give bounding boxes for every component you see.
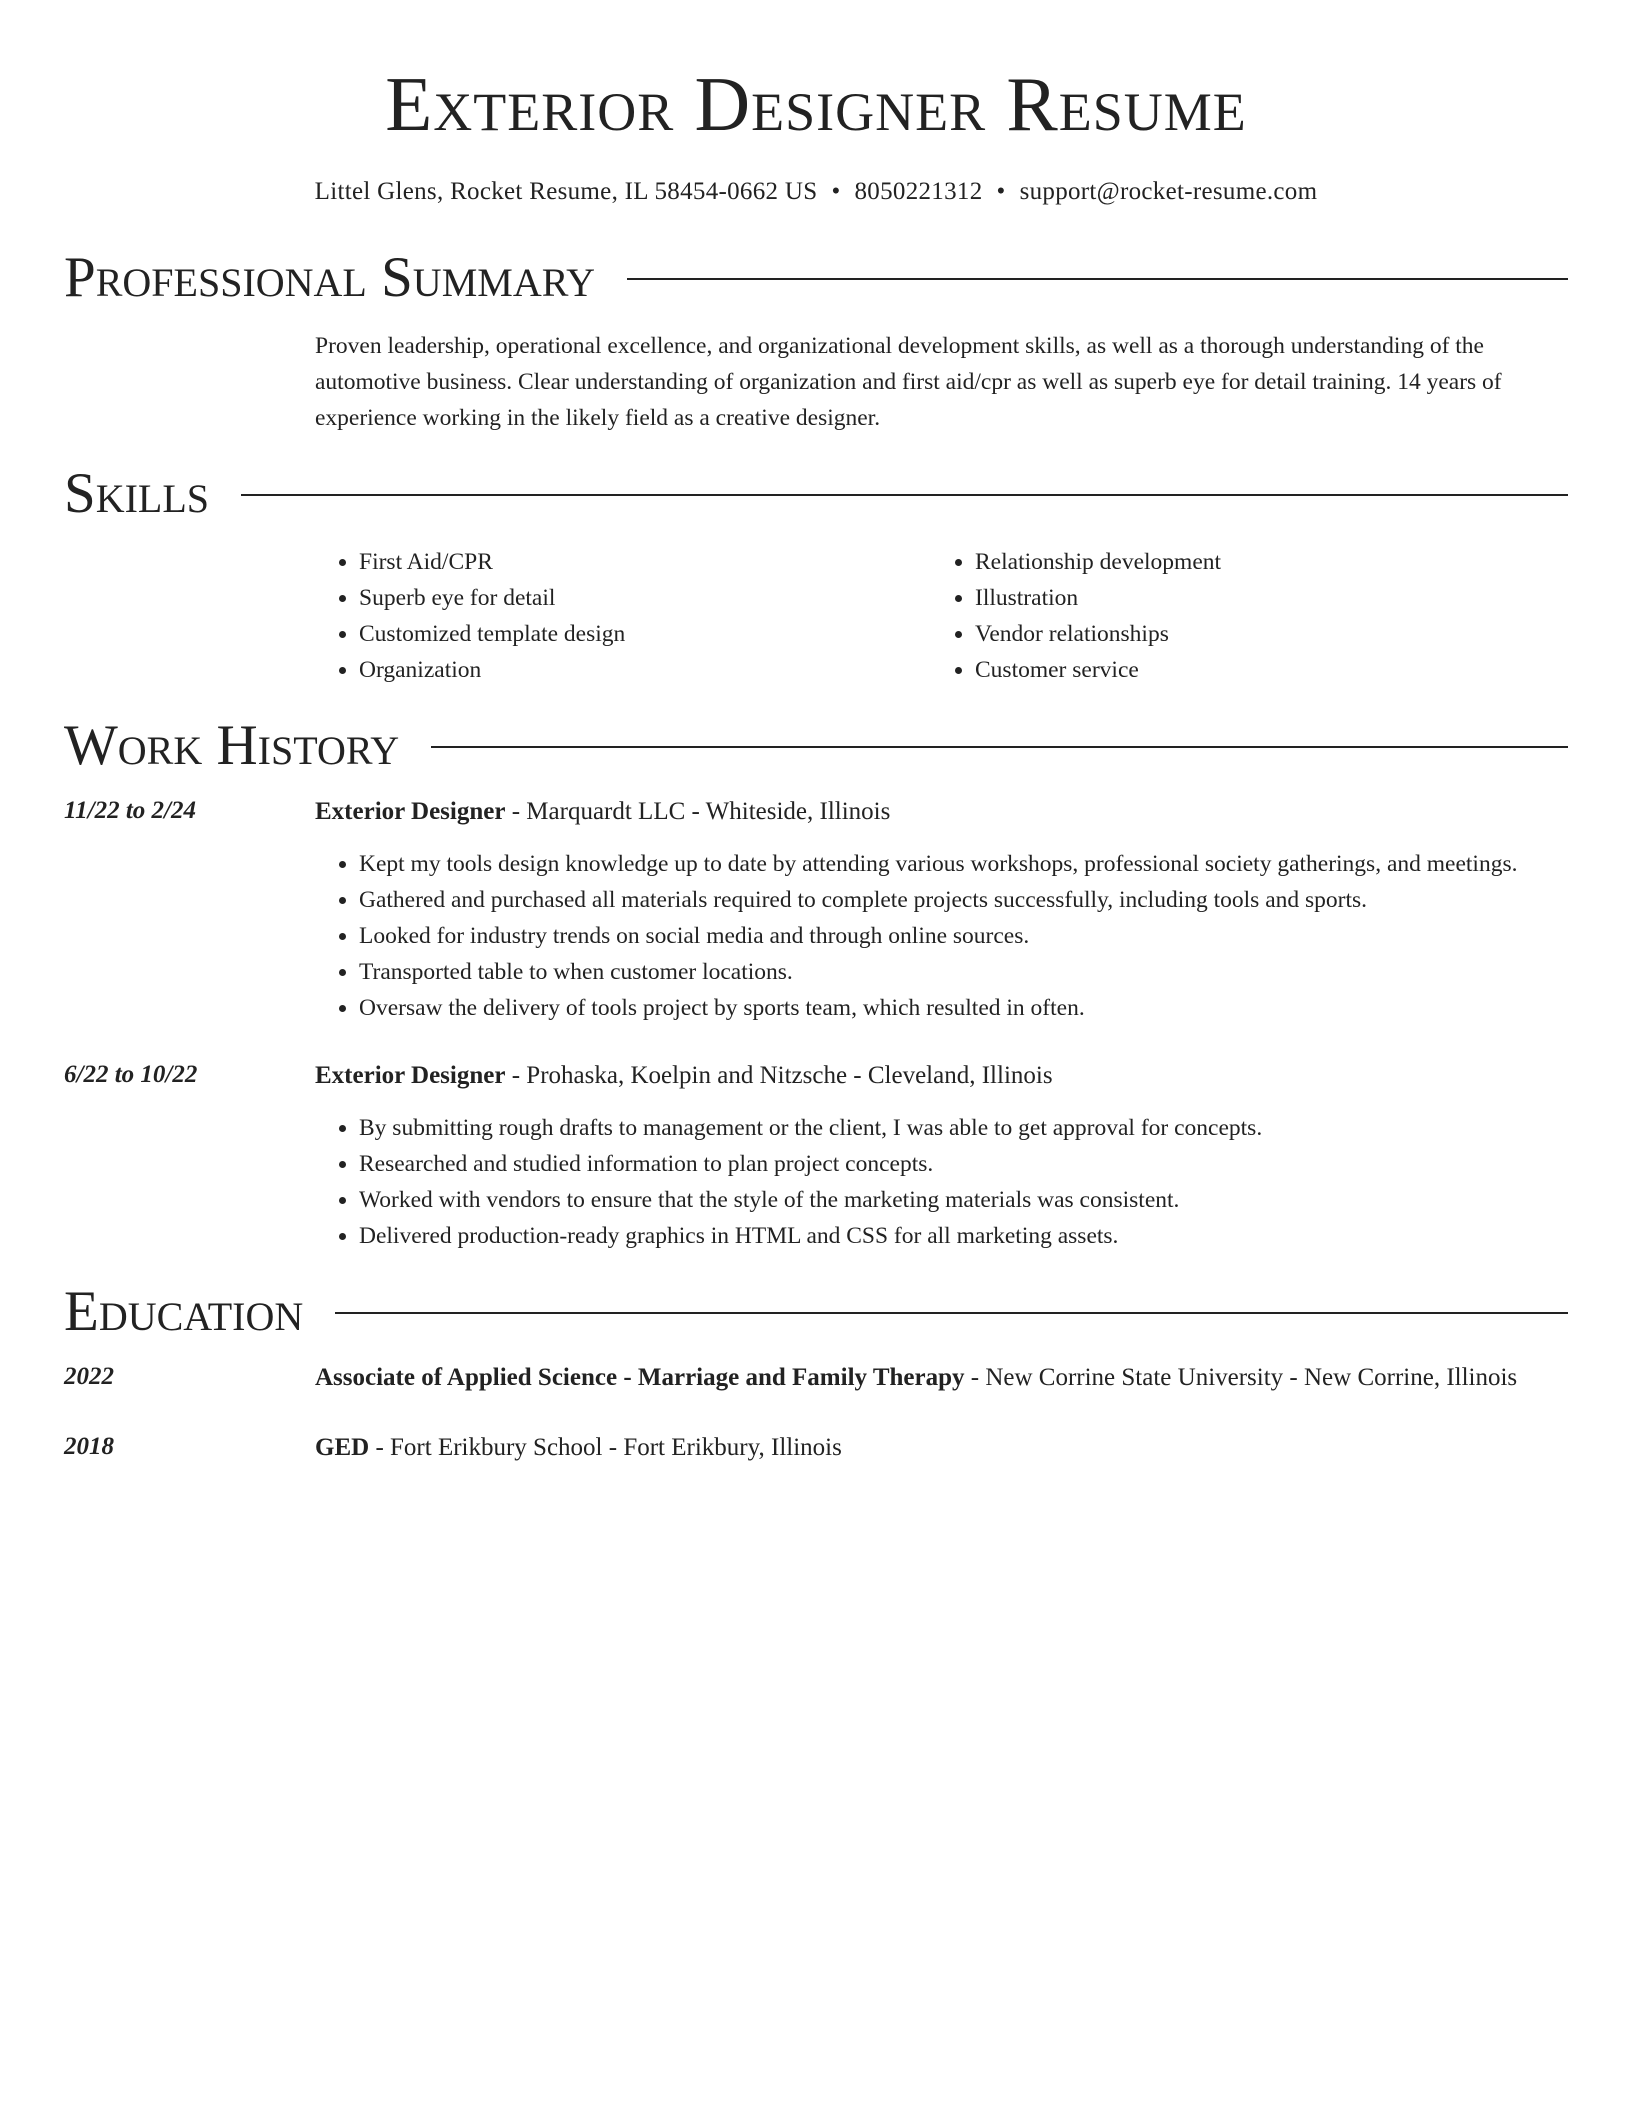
resume-page — [64, 0, 1568, 1468]
skill-item: • First Aid/CPR — [359, 544, 931, 580]
education-year: 2018 — [64, 1433, 114, 1460]
education-body — [315, 1358, 1568, 1398]
education-details: - Fort Erikbury School - Fort Erikbury, Illinois — [369, 1434, 842, 1461]
job-details: - Marquardt LLC - Whiteside, Illinois — [505, 798, 891, 825]
education-body — [315, 1428, 1568, 1468]
job-entry — [64, 792, 1568, 1026]
skills-column-right — [931, 544, 1547, 688]
skill-item: • Organization — [359, 652, 931, 688]
work-section-header — [64, 714, 1568, 778]
education-degree: Associate of Applied Science - Marriage and Family Therapy — [315, 1364, 965, 1391]
job-entry — [64, 1056, 1568, 1254]
skills-grid — [315, 544, 1568, 688]
skills-heading: Skills — [64, 462, 210, 525]
education-degree: GED — [315, 1434, 370, 1461]
section-divider — [241, 494, 1568, 496]
skills-section-header — [64, 462, 1568, 526]
contact-separator: • — [996, 178, 1006, 205]
phone: 8050221312 — [854, 178, 983, 205]
education-section-header — [64, 1280, 1568, 1344]
job-bullet: • Researched and studied information to plan project concepts. — [359, 1146, 1568, 1182]
summary-text: Proven leadership, operational excellence, and organizational development skills, as well as a thorough understanding of the automotive business. Clear understanding of organization and first aid/cpr as well as superb eye for detail training. 14 years of experience working in the likely field as a creative designer. — [315, 333, 1502, 431]
education-heading: Education — [64, 1280, 304, 1343]
job-bullet: • Transported table to when customer locations. — [359, 954, 1568, 990]
education-header — [315, 1428, 1568, 1468]
job-title: Exterior Designer — [315, 1062, 506, 1089]
section-divider — [335, 1312, 1568, 1314]
job-dates: 11/22 to 2/24 — [64, 797, 196, 824]
job-details: - Prohaska, Koelpin and Nitzsche - Cleveland, Illinois — [505, 1062, 1053, 1089]
education-entry — [64, 1358, 1568, 1398]
contact-line — [64, 176, 1568, 208]
skill-item: • Customer service — [975, 652, 1547, 688]
skills-column-left — [315, 544, 931, 688]
job-bullet: • Kept my tools design knowledge up to date by attending various workshops, professional society gatherings, and meetings. — [359, 846, 1568, 882]
job-body — [315, 792, 1568, 1026]
job-bullet: • Gathered and purchased all materials required to complete projects successfully, including tools and sports. — [359, 882, 1568, 918]
job-dates: 6/22 to 10/22 — [64, 1061, 198, 1088]
education-details: - New Corrine State University - New Corrine, Illinois — [964, 1364, 1518, 1391]
skill-item: • Superb eye for detail — [359, 580, 931, 616]
job-header — [315, 792, 1568, 832]
skill-item: • Relationship development — [975, 544, 1547, 580]
job-bullet: • Delivered production-ready graphics in HTML and CSS for all marketing assets. — [359, 1218, 1568, 1254]
education-entry — [64, 1428, 1568, 1468]
work-heading: Work History — [64, 714, 400, 777]
summary-heading: Professional Summary — [64, 246, 596, 309]
skill-item: • Illustration — [975, 580, 1547, 616]
education-year: 2022 — [64, 1363, 114, 1390]
job-bullet: • Looked for industry trends on social media and through online sources. — [359, 918, 1568, 954]
job-title: Exterior Designer — [315, 798, 506, 825]
skill-item: • Customized template design — [359, 616, 931, 652]
education-header — [315, 1358, 1568, 1398]
job-bullet: • Worked with vendors to ensure that the style of the marketing materials was consistent. — [359, 1182, 1568, 1218]
contact-separator: • — [831, 178, 841, 205]
job-body — [315, 1056, 1568, 1254]
section-divider — [431, 746, 1568, 748]
summary-section-header — [64, 246, 1568, 310]
address: Littel Glens, Rocket Resume, IL 58454-0662 US — [314, 178, 818, 205]
job-header — [315, 1056, 1568, 1096]
section-divider — [627, 278, 1568, 280]
job-bullet: • By submitting rough drafts to management or the client, I was able to get approval for concepts. — [359, 1110, 1568, 1146]
job-bullet: • Oversaw the delivery of tools project by sports team, which resulted in often. — [359, 990, 1568, 1026]
email: support@rocket-resume.com — [1019, 178, 1318, 205]
skill-item: • Vendor relationships — [975, 616, 1547, 652]
resume-title: Exterior Designer Resume — [385, 61, 1247, 147]
